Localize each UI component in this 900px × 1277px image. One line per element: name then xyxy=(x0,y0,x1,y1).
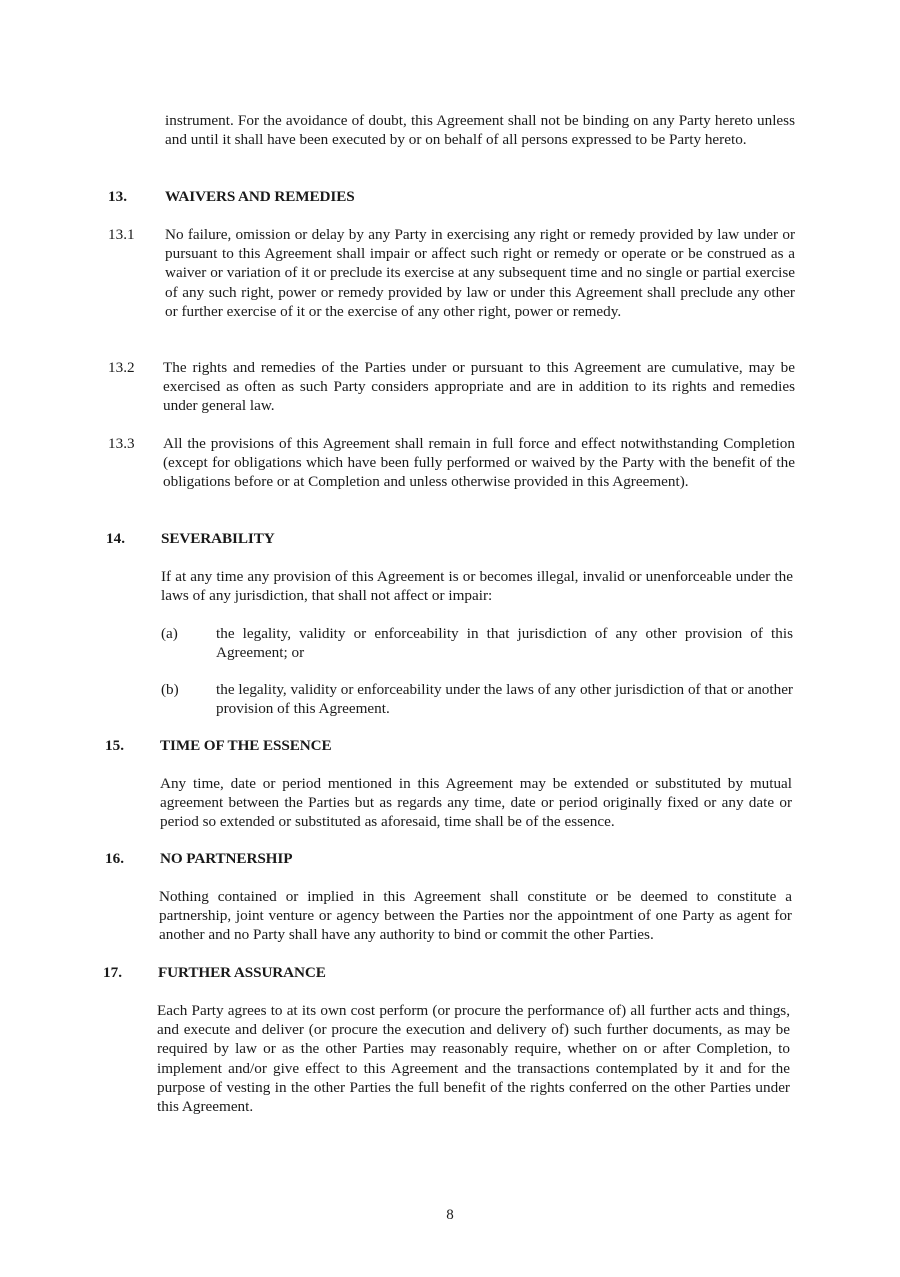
item-a-text: the legality, validity or enforceability in that jurisdiction of any other provision of this Agreement; or xyxy=(216,625,793,662)
section-16-title: NO PARTNERSHIP xyxy=(160,850,293,867)
clause-13-1-number: 13.1 xyxy=(108,226,135,243)
clause-13-3-number: 13.3 xyxy=(108,435,135,452)
section-14-body: If at any time any provision of this Agreement is or becomes illegal, invalid or unenforceable under the laws of any jurisdiction, that shall not affect or impair: xyxy=(161,568,793,605)
section-17-body: Each Party agrees to at its own cost perform (or procure the performance of) all further acts and things, and execute and deliver (or procure the execution and delivery of) such further documents, as may be required by law or as the other Parties may reasonably require, whether on or after Completion, to implement and/or give effect to this Agreement and the transactions contemplated by it and for the purpose of vesting in the other Parties the full benefit of the rights conferred on the other Parties under this Agreement. xyxy=(157,1002,790,1116)
section-17-title: FURTHER ASSURANCE xyxy=(158,964,326,981)
section-15-body: Any time, date or period mentioned in this Agreement may be extended or substituted by mutual agreement between the Parties but as regards any time, date or period originally fixed or any date or period so extended or substituted as aforesaid, time shall be of the essence. xyxy=(160,775,792,831)
section-15-title: TIME OF THE ESSENCE xyxy=(160,737,332,754)
section-14-number: 14. xyxy=(106,530,125,547)
section-16-number: 16. xyxy=(105,850,124,867)
intro-paragraph: instrument. For the avoidance of doubt, this Agreement shall not be binding on any Party hereto unless and until it shall have been executed by or on behalf of all persons expressed to be Party hereto. xyxy=(165,112,795,149)
clause-13-3-text: All the provisions of this Agreement shall remain in full force and effect notwithstanding Completion (except for obligations which have been fully performed or waived by the Party with the benefit of the obligations before or at Completion and unless otherwise provided in this Agreement). xyxy=(163,435,795,491)
item-b-label: (b) xyxy=(161,681,179,698)
page-number: 8 xyxy=(446,1207,454,1223)
section-14-title: SEVERABILITY xyxy=(161,530,275,547)
section-13-title: WAIVERS AND REMEDIES xyxy=(165,188,355,205)
item-b-text: the legality, validity or enforceability under the laws of any other jurisdiction of that or another provision of this Agreement. xyxy=(216,681,793,718)
clause-13-2-text: The rights and remedies of the Parties under or pursuant to this Agreement are cumulative, may be exercised as often as such Party considers appropriate and are in addition to its rights and remedies under general law. xyxy=(163,359,795,415)
item-a-label: (a) xyxy=(161,625,178,642)
section-13-number: 13. xyxy=(108,188,127,205)
clause-13-1-text: No failure, omission or delay by any Party in exercising any right or remedy provided by law under or pursuant to this Agreement shall impair or affect such right or remedy or operate or be construed as a waiver or variation of it or preclude its exercise at any subsequent time and no single or partial exercise of any such right, power or remedy provided by law or under this Agreement shall preclude any other or further exercise of it or the exercise of any other right, power or remedy. xyxy=(165,226,795,320)
section-17-number: 17. xyxy=(103,964,122,981)
clause-13-2-number: 13.2 xyxy=(108,359,135,376)
section-16-body: Nothing contained or implied in this Agreement shall constitute or be deemed to constitute a partnership, joint venture or agency between the Parties nor the appointment of one Party as agent for another and no Party shall have any authority to bind or commit the other Parties. xyxy=(159,888,792,944)
section-15-number: 15. xyxy=(105,737,124,754)
